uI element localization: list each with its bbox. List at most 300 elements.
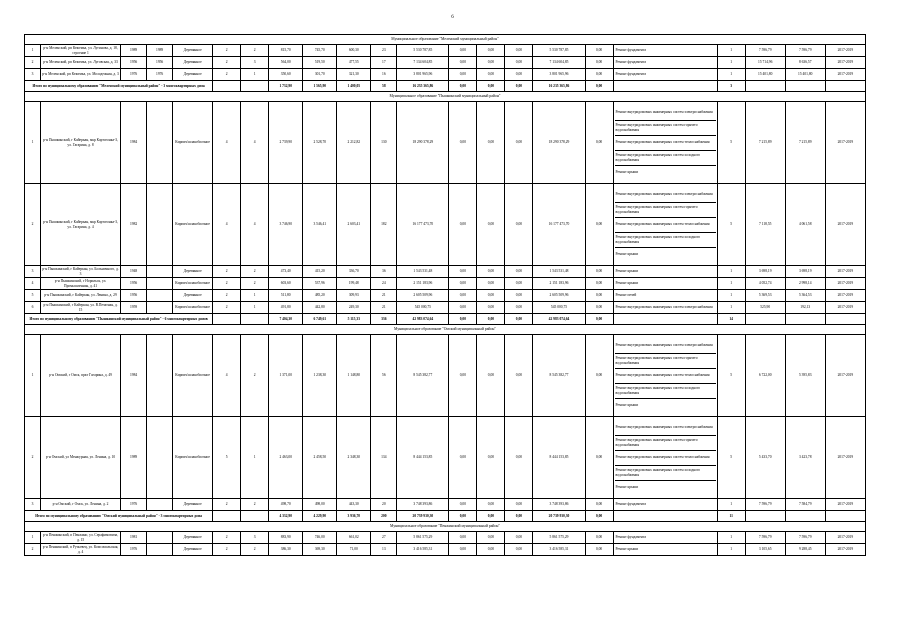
cell-addr: р-н Пенжинский, п Ручьевец, ул. Комсомольская, д. 4 xyxy=(41,544,121,556)
cell-c5: 0,00 xyxy=(585,102,613,184)
cell-res: 20 xyxy=(371,499,397,511)
cell-fl: 2 xyxy=(213,302,241,314)
cell-mat: Кирпич/шлакоблочное xyxy=(173,278,213,290)
cell-a1: 473,40 xyxy=(269,266,303,278)
total-c2: 0,00 xyxy=(477,81,505,92)
table-row xyxy=(25,290,866,302)
total-a2: 1 565,90 xyxy=(303,81,337,92)
cell-c4: 8 545 382,77 xyxy=(533,335,585,417)
cell-c5: 0,00 xyxy=(585,45,613,57)
cell-addr: р-н Пышкинский, г Норильск, ул. Промышленная, д. 41 xyxy=(41,278,121,290)
work-type: Ремонт крыши xyxy=(615,252,639,257)
cell-c4: 1 543 531,48 xyxy=(533,266,585,278)
cell-c2: 0,00 xyxy=(477,302,505,314)
cell-p2: 5 364,53 xyxy=(785,290,825,302)
cell-a2: 3 546,41 xyxy=(303,184,337,266)
cell-fl: 2 xyxy=(213,290,241,302)
cell-a2: 746,00 xyxy=(303,532,337,544)
cell-yr: 2017-2019 xyxy=(825,335,865,417)
total-label: Итого по муниципальному образованию "Меленский муниципальный район" - 3 многоквартирных дома xyxy=(25,81,213,92)
total-empty xyxy=(241,314,269,325)
cell-c3: 0,00 xyxy=(505,302,533,314)
cell-c1: 0,00 xyxy=(449,532,477,544)
cell-c1: 0,00 xyxy=(449,57,477,69)
cell-c1: 0,00 xyxy=(449,335,477,417)
cell-cost: 2 605 509,96 xyxy=(397,290,449,302)
cell-y1: 1976 xyxy=(121,499,147,511)
total-empty xyxy=(825,511,865,522)
cell-en: 1 xyxy=(241,417,269,499)
total-a2: 6 749,61 xyxy=(303,314,337,325)
cell-y1: 1982 xyxy=(121,184,147,266)
cell-a2: 537,96 xyxy=(303,278,337,290)
cell-n: 2 xyxy=(25,184,41,266)
cell-a1: 564,00 xyxy=(269,57,303,69)
works-cell xyxy=(613,57,717,69)
cell-yr: 2017-2019 xyxy=(825,102,865,184)
cell-a3: 71,00 xyxy=(337,544,371,556)
cell-mat: Деревянное xyxy=(173,499,213,511)
cell-fl: 2 xyxy=(213,544,241,556)
cell-c1: 0,00 xyxy=(449,45,477,57)
cell-a1: 2 739,90 xyxy=(269,102,303,184)
cell-fl: 2 xyxy=(213,45,241,57)
total-empty xyxy=(745,511,785,522)
work-type: Ремонт крыши xyxy=(615,170,639,175)
section-total-row xyxy=(25,314,866,325)
cell-en: 3 xyxy=(241,57,269,69)
cell-a3: 309,93 xyxy=(337,290,371,302)
cell-fl: 4 xyxy=(213,184,241,266)
work-type: Ремонт фундамента xyxy=(615,48,646,53)
cell-y2 xyxy=(147,290,173,302)
cell-cost: 18 290 378,29 xyxy=(397,102,449,184)
cell-mat: Деревянное xyxy=(173,57,213,69)
cell-wn: 1 xyxy=(717,499,745,511)
cell-a3: 1 148,80 xyxy=(337,335,371,417)
total-c5: 0,00 xyxy=(585,511,613,522)
cell-p2: 7 596,79 xyxy=(785,532,825,544)
cell-a3: 336,70 xyxy=(337,266,371,278)
cell-c3: 0,00 xyxy=(505,102,533,184)
cell-cost: 3 416 585,31 xyxy=(397,544,449,556)
work-type: Ремонт внутридомовых инженерных систем электроснабжения xyxy=(615,106,716,121)
cell-c4: 16 177 473,70 xyxy=(533,184,585,266)
cell-a3: 477,55 xyxy=(337,57,371,69)
cell-yr: 2017-2019 xyxy=(825,544,865,556)
total-empty xyxy=(745,81,785,92)
total-c4: 42 983 074,64 xyxy=(533,314,585,325)
cell-wn: 1 xyxy=(717,278,745,290)
cell-wn: 1 xyxy=(717,45,745,57)
work-type: Ремонт крыши xyxy=(615,485,639,490)
total-a1: 7 404,30 xyxy=(269,314,303,325)
cell-y1: 1959 xyxy=(121,302,147,314)
total-empty xyxy=(613,81,717,92)
cell-fl: 2 xyxy=(213,278,241,290)
cell-c4: 5 530 787,85 xyxy=(533,45,585,57)
cell-c1: 0,00 xyxy=(449,544,477,556)
cell-a2: 2 528,70 xyxy=(303,102,337,184)
cell-p1: 6 722,00 xyxy=(745,335,785,417)
total-empty xyxy=(745,314,785,325)
cell-p1: 7 596,79 xyxy=(745,45,785,57)
table-row xyxy=(25,69,866,81)
cell-p1: 525,90 xyxy=(745,302,785,314)
cell-yr: 2017-2019 xyxy=(825,302,865,314)
cell-y2 xyxy=(147,278,173,290)
total-empty xyxy=(241,81,269,92)
cell-mat: Кирпич/шлакоблочное xyxy=(173,335,213,417)
work-type: Ремонт внутридомовых инженерных систем холодного водоснабжения xyxy=(615,466,716,481)
total-c4: 16 235 365,86 xyxy=(533,81,585,92)
cell-res: 23 xyxy=(371,45,397,57)
section-title: Муниципальное образование "Пышкинский муниципальный район" xyxy=(25,92,866,102)
cell-yr: 2017-2019 xyxy=(825,532,865,544)
table-row xyxy=(25,335,866,417)
total-c1: 0,00 xyxy=(449,81,477,92)
cell-cost: 8 545 382,77 xyxy=(397,335,449,417)
cell-c3: 0,00 xyxy=(505,184,533,266)
cell-yr: 2017-2019 xyxy=(825,184,865,266)
cell-c3: 0,00 xyxy=(505,532,533,544)
cell-en: 3 xyxy=(241,532,269,544)
cell-mat: Деревянное xyxy=(173,544,213,556)
total-empty xyxy=(213,81,241,92)
cell-p1: 7 215,89 xyxy=(745,102,785,184)
cell-mat: Деревянное xyxy=(173,69,213,81)
cell-a2: 519,50 xyxy=(303,57,337,69)
cell-a3: 321,30 xyxy=(337,69,371,81)
cell-c1: 0,00 xyxy=(449,302,477,314)
cell-res: 27 xyxy=(371,532,397,544)
cell-y1: 1948 xyxy=(121,266,147,278)
cell-a3: 443,30 xyxy=(337,499,371,511)
total-label: Итого по муниципальному образованию "Пышкинский муниципальный район" - 6 многоквартирных домов xyxy=(25,314,213,325)
cell-cost: 5 861 575,29 xyxy=(397,532,449,544)
cell-c3: 0,00 xyxy=(505,278,533,290)
works-cell xyxy=(613,266,717,278)
total-a1: 1 732,90 xyxy=(269,81,303,92)
work-type: Ремонт фундамента xyxy=(615,72,646,77)
cell-addr: р-н Омский, г Омск, ул. Ленина, д. 2 xyxy=(41,499,121,511)
cell-yr: 2017-2019 xyxy=(825,57,865,69)
cell-res: 21 xyxy=(371,302,397,314)
total-empty xyxy=(213,314,241,325)
cell-n: 3 xyxy=(25,266,41,278)
housing-register-table xyxy=(24,34,866,556)
cell-en: 2 xyxy=(241,266,269,278)
total-empty xyxy=(785,81,825,92)
cell-y2 xyxy=(147,102,173,184)
works-cell xyxy=(613,302,717,314)
cell-c2: 0,00 xyxy=(477,266,505,278)
work-type: Ремонт внутридомовых инженерных систем теплоснабжения xyxy=(615,369,716,384)
cell-c5: 0,00 xyxy=(585,57,613,69)
cell-a3: 2 348,30 xyxy=(337,417,371,499)
total-c4: 20 739 930,30 xyxy=(533,511,585,522)
work-type: Ремонт печей xyxy=(615,293,637,298)
table-row xyxy=(25,417,866,499)
cell-p1: 7 118,55 xyxy=(745,184,785,266)
cell-fl: 4 xyxy=(213,102,241,184)
section-title: Муниципальное образование "Меленский муниципальный район" xyxy=(25,35,866,45)
total-c5: 0,00 xyxy=(585,314,613,325)
cell-c3: 0,00 xyxy=(505,57,533,69)
work-type: Ремонт внутридомовых инженерных систем электроснабжения xyxy=(615,339,716,354)
works-cell xyxy=(613,499,717,511)
cell-p2: 2 998,14 xyxy=(785,278,825,290)
cell-yr: 2017-2019 xyxy=(825,266,865,278)
cell-yr: 2017-2019 xyxy=(825,45,865,57)
cell-c4: 3 748 393,86 xyxy=(533,499,585,511)
works-cell xyxy=(613,102,717,184)
cell-c3: 0,00 xyxy=(505,290,533,302)
cell-p2: 8 636,57 xyxy=(785,57,825,69)
cell-wn: 5 xyxy=(717,102,745,184)
cell-cost: 3 801 965,96 xyxy=(397,69,449,81)
cell-addr: р-н Омский, г Омск, пркт Гагарина, д. 49 xyxy=(41,335,121,417)
cell-c4: 5 861 575,29 xyxy=(533,532,585,544)
cell-fl: 2 xyxy=(213,69,241,81)
works-cell xyxy=(613,278,717,290)
table-row xyxy=(25,278,866,290)
total-c1: 0,00 xyxy=(449,314,477,325)
table-row xyxy=(25,57,866,69)
cell-n: 4 xyxy=(25,278,41,290)
cell-p2: 7 215,89 xyxy=(785,102,825,184)
cell-y1: 1956 xyxy=(121,290,147,302)
cell-c4: 18 290 378,29 xyxy=(533,102,585,184)
table-row xyxy=(25,45,866,57)
cell-fl: 2 xyxy=(213,266,241,278)
cell-wn: 5 xyxy=(717,335,745,417)
total-res: 58 xyxy=(371,81,397,92)
cell-c4: 2 605 509,96 xyxy=(533,290,585,302)
cell-addr: р-н Пенжинский, п Пенжино, ул. Серафимовича, д. 15 xyxy=(41,532,121,544)
total-empty xyxy=(613,511,717,522)
total-cost: 20 739 930,30 xyxy=(397,511,449,522)
cell-y1: 1956 xyxy=(121,57,147,69)
cell-cost: 3 748 393,86 xyxy=(397,499,449,511)
cell-n: 2 xyxy=(25,57,41,69)
cell-p1: 15 401,80 xyxy=(745,69,785,81)
cell-addr: р-н Пышкинский, г Кайеркан, ул. Больничного, д. 3 xyxy=(42,267,119,276)
cell-c4: 545 000,75 xyxy=(533,302,585,314)
cell-cost: 8 444 153,85 xyxy=(397,417,449,499)
work-type: Ремонт внутридомовых инженерных систем электроснабжения xyxy=(615,188,716,203)
cell-a1: 511,80 xyxy=(269,290,303,302)
cell-res: 182 xyxy=(371,184,397,266)
cell-c2: 0,00 xyxy=(477,290,505,302)
total-a3: 3 936,70 xyxy=(337,511,371,522)
total-c2: 0,00 xyxy=(477,314,505,325)
cell-wn: 1 xyxy=(717,290,745,302)
work-type: Ремонт внутридомовых инженерных систем теплоснабжения xyxy=(615,218,716,233)
cell-en: 1 xyxy=(241,290,269,302)
cell-res: 21 xyxy=(371,290,397,302)
cell-p2: 3 698,19 xyxy=(785,266,825,278)
total-label: Итого по муниципальному образованию "Омский муниципальный район" - 3 многоквартирных дома xyxy=(25,511,213,522)
cell-cost: 16 177 473,70 xyxy=(397,184,449,266)
work-type: Ремонт внутридомовых инженерных систем холодного водоснабжения xyxy=(615,233,716,248)
cell-wn: 5 xyxy=(717,184,745,266)
cell-n: 3 xyxy=(25,499,41,511)
cell-en: 2 xyxy=(241,45,269,57)
cell-c2: 0,00 xyxy=(477,69,505,81)
works-cell xyxy=(613,544,717,556)
total-empty xyxy=(785,511,825,522)
cell-addr: р-н Меленский, рп Кежемка, ул. Лугинова, д. 18, строение 1 xyxy=(41,45,121,57)
cell-p2: 15 401,80 xyxy=(785,69,825,81)
cell-a2: 485,20 xyxy=(303,290,337,302)
cell-c5: 0,00 xyxy=(585,184,613,266)
total-empty xyxy=(613,314,717,325)
cell-a1: 491,80 xyxy=(269,302,303,314)
cell-p1: 7 596,79 xyxy=(745,532,785,544)
works-cell xyxy=(613,45,717,57)
cell-n: 6 xyxy=(25,302,41,314)
cell-yr: 2017-2019 xyxy=(825,69,865,81)
cell-p2: 7 596,79 xyxy=(785,45,825,57)
total-res: 336 xyxy=(371,314,397,325)
cell-y2 xyxy=(147,417,173,499)
cell-c1: 0,00 xyxy=(449,499,477,511)
cell-p2: 192,13 xyxy=(785,302,825,314)
total-empty xyxy=(241,511,269,522)
cell-wn: 1 xyxy=(717,532,745,544)
cell-c5: 0,00 xyxy=(585,290,613,302)
total-c3: 0,00 xyxy=(505,511,533,522)
cell-yr: 2017-2019 xyxy=(825,290,865,302)
cell-c5: 0,00 xyxy=(585,499,613,511)
total-wn: 3 xyxy=(717,81,745,92)
total-wn: 14 xyxy=(717,314,745,325)
cell-y2 xyxy=(147,302,173,314)
cell-res: 16 xyxy=(371,69,397,81)
total-empty xyxy=(213,511,241,522)
cell-c5: 0,00 xyxy=(585,532,613,544)
cell-a2: 442,80 xyxy=(303,302,337,314)
cell-c2: 0,00 xyxy=(477,532,505,544)
cell-yr: 2017-2019 xyxy=(825,499,865,511)
cell-a3: 199,48 xyxy=(337,278,371,290)
cell-p2: 9 288,45 xyxy=(785,544,825,556)
cell-a1: 1 371,00 xyxy=(269,335,303,417)
work-type: Ремонт внутридомовых инженерных систем теплоснабжения xyxy=(615,136,716,151)
table-row xyxy=(25,102,866,184)
cell-c3: 0,00 xyxy=(505,499,533,511)
cell-fl: 4 xyxy=(213,335,241,417)
cell-cost: 5 530 787,85 xyxy=(397,45,449,57)
section-title: Муниципальное образование "Пенжинский муниципальный район" xyxy=(25,522,866,532)
section-header xyxy=(25,35,866,45)
cell-c4: 7 134 604,85 xyxy=(533,57,585,69)
total-a3: 1 400,05 xyxy=(337,81,371,92)
total-a2: 4 229,90 xyxy=(303,511,337,522)
total-c5: 0,00 xyxy=(585,81,613,92)
cell-c4: 8 444 153,85 xyxy=(533,417,585,499)
cell-res: 134 xyxy=(371,417,397,499)
cell-wn: 1 xyxy=(717,266,745,278)
cell-n: 2 xyxy=(25,544,41,556)
works-cell xyxy=(613,69,717,81)
work-type: Ремонт крыши xyxy=(615,547,639,552)
cell-c2: 0,00 xyxy=(477,417,505,499)
cell-a2: 2 458,50 xyxy=(303,417,337,499)
cell-cost: 1 543 531,48 xyxy=(397,266,449,278)
cell-c1: 0,00 xyxy=(449,184,477,266)
cell-c2: 0,00 xyxy=(477,184,505,266)
cell-en: 4 xyxy=(241,102,269,184)
cell-en: 2 xyxy=(241,544,269,556)
cell-y1: 1981 xyxy=(121,532,147,544)
cell-wn: 1 xyxy=(717,69,745,81)
section-header xyxy=(25,92,866,102)
total-c3: 0,00 xyxy=(505,314,533,325)
cell-c1: 0,00 xyxy=(449,69,477,81)
cell-a1: 883,90 xyxy=(269,532,303,544)
cell-mat: Деревянное xyxy=(173,45,213,57)
cell-y1: 1989 xyxy=(121,45,147,57)
total-res: 200 xyxy=(371,511,397,522)
cell-p1: 4 052,74 xyxy=(745,278,785,290)
work-type: Ремонт внутридомовых инженерных систем электроснабжения xyxy=(615,305,713,310)
cell-y1: 1984 xyxy=(121,335,147,417)
total-c1: 0,00 xyxy=(449,511,477,522)
cell-c3: 0,00 xyxy=(505,266,533,278)
cell-a3: 661,02 xyxy=(337,532,371,544)
section-header xyxy=(25,522,866,532)
page-number: 6 xyxy=(451,15,454,20)
cell-mat: Деревянное xyxy=(173,532,213,544)
cell-c2: 0,00 xyxy=(477,544,505,556)
cell-c2: 0,00 xyxy=(477,499,505,511)
cell-p1: 5 369,53 xyxy=(745,290,785,302)
cell-fl: 2 xyxy=(213,57,241,69)
work-type: Ремонт внутридомовых инженерных систем холодного водоснабжения xyxy=(615,151,716,166)
section-total-row xyxy=(25,511,866,522)
cell-a2: 1 238,30 xyxy=(303,335,337,417)
cell-p1: 7 596,79 xyxy=(745,499,785,511)
table-row xyxy=(25,532,866,544)
cell-cost: 2 151 183,96 xyxy=(397,278,449,290)
works-cell xyxy=(613,335,717,417)
cell-c5: 0,00 xyxy=(585,69,613,81)
cell-wn: 1 xyxy=(717,57,745,69)
cell-en: 1 xyxy=(241,302,269,314)
cell-a2: 745,70 xyxy=(303,45,337,57)
cell-c1: 0,00 xyxy=(449,266,477,278)
cell-c3: 0,00 xyxy=(505,335,533,417)
cell-c4: 2 151 183,96 xyxy=(533,278,585,290)
cell-p1: 15 714,96 xyxy=(745,57,785,69)
cell-fl: 2 xyxy=(213,532,241,544)
cell-a1: 2 463,00 xyxy=(269,417,303,499)
work-type: Ремонт внутридомовых инженерных систем электроснабжения xyxy=(615,421,716,436)
total-cost: 42 983 074,64 xyxy=(397,314,449,325)
cell-a2: 415,20 xyxy=(303,266,337,278)
table-row xyxy=(25,544,866,556)
cell-n: 1 xyxy=(25,335,41,417)
cell-addr: р-н Пышкинский, г Кайеркан, ул. В.Печатная, д. 15 xyxy=(41,302,121,314)
cell-p2: 5 395,83 xyxy=(785,335,825,417)
work-type: Ремонт внутридомовых инженерных систем горячего водоснабжения xyxy=(615,436,716,451)
cell-n: 3 xyxy=(25,69,41,81)
cell-p1: 3 105,65 xyxy=(745,544,785,556)
cell-y2 xyxy=(147,266,173,278)
works-cell xyxy=(613,184,717,266)
